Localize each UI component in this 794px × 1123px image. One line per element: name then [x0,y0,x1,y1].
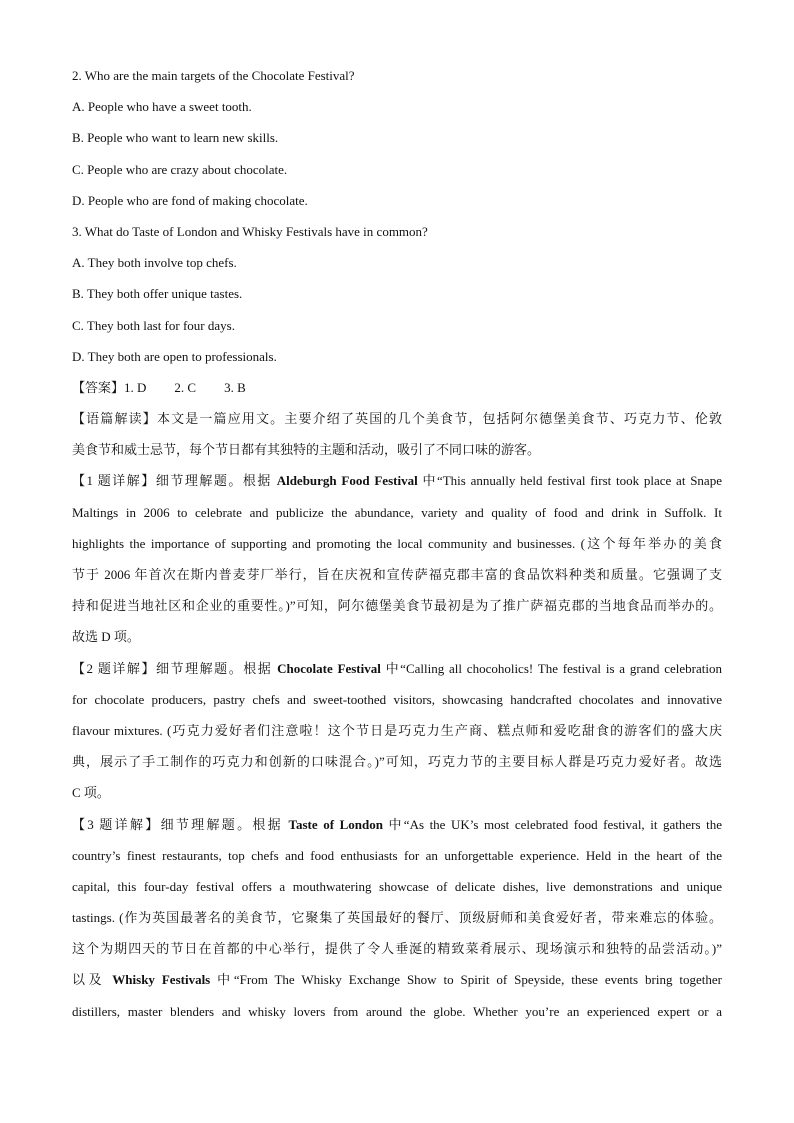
detail-3-line-1: country’s finest restaurants, top chefs and food enthusiasts for an unforgettable experience. Held in the heart of the [72,847,722,863]
option-3b: B. They both offer unique tastes. [72,286,243,302]
detail-3-whisky-quote: 中“From The Whisky Exchange Show to Spirit of Speyside, these events bring together [210,972,722,988]
detail-1-line-1: Maltings in 2006 to celebrate and publicize the abundance, variety and quality of food and drink in Suffolk. It [72,504,722,520]
document-page [72,60,722,1027]
answer-label: 【答案】 [72,379,125,395]
detail-1-keyword: Aldeburgh Food Festival [276,473,418,489]
option-3a: A. They both involve top chefs. [72,255,237,271]
detail-1-label: 【1 题详解】 [72,473,156,489]
overview-text-1: 本文是一篇应用文。主要介绍了英国的几个美食节，包括阿尔德堡美食节、巧克力节、伦敦 [156,411,722,427]
detail-3-label: 【3 题详解】 [72,816,161,832]
detail-2-heading [72,653,722,684]
option-2a: A. People who have a sweet tooth. [72,99,252,115]
detail-2-label: 【2 题详解】 [72,660,156,676]
option-2d: D. People who are fond of making chocolate. [72,192,308,208]
detail-1-line-5: 故选 D 项。 [72,629,140,645]
overview-label: 【语篇解读】 [72,411,157,427]
option-3c: C. They both last for four days. [72,317,235,333]
detail-3-whisky-line [72,964,722,995]
overview-line-2: 美食节和威士忌节，每个节日都有其独特的主题和活动，吸引了不同口味的游客。 [72,442,541,458]
detail-2-line-4: C 项。 [72,785,110,801]
detail-2-line-3: 典，展示了手工制作的巧克力和创新的口味混合。)”可知，巧克力节的主要目标人群是巧克力爱好者。故选 [72,754,722,770]
detail-1-line-4: 持和促进当地社区和企业的重要性。)”可知，阿尔德堡美食节最初是为了推广萨福克郡的当地食品而举办的。 [72,598,722,614]
detail-3-line-3: tastings. (作为英国最著名的美食节，它聚集了英国最好的餐厅、顶级厨师和美食爱好者，带来难忘的体验。 [72,910,722,926]
detail-2-intro: 细节理解题。根据 [156,660,278,676]
detail-3-keyword: Taste of London [288,816,383,832]
detail-3-line-4: 这个为期四天的节日在首都的中心举行，提供了令人垂涎的精致菜肴展示、现场演示和独特的品尝活动。)” [72,941,722,957]
question-2: 2. Who are the main targets of the Chocolate Festival? [72,68,355,83]
detail-3-heading [72,809,722,840]
detail-1-line-2: highlights the importance of supporting and promoting the local community and businesses. (这个每年举办的美食 [72,535,722,551]
detail-3-whisky-keyword: Whisky Festivals [112,972,211,988]
detail-3-whisky-intro: 以及 [72,972,113,988]
answer-1: 1. D [124,379,147,395]
detail-3-intro: 细节理解题。根据 [160,816,289,832]
answer-line [72,372,722,403]
detail-2-quote-start: 中“Calling all chocoholics! The festival is a grand celebration [380,660,722,676]
detail-2-line-2: flavour mixtures. (巧克力爱好者们注意啦！这个节日是巧克力生产商、糕点师和爱吃甜食的游客们的盛大庆 [72,722,722,738]
detail-1-heading [72,465,722,496]
detail-1-intro: 细节理解题。根据 [155,473,277,489]
detail-2-line-1: for chocolate producers, pastry chefs and sweet-toothed visitors, showcasing handcrafted chocolates and innovative [72,691,722,707]
detail-1-quote-start: 中“This annually held festival first took place at Snape [417,473,722,489]
question-3: 3. What do Taste of London and Whisky Festivals have in common? [72,223,428,239]
detail-2-keyword: Chocolate Festival [277,660,381,676]
detail-3-line-2: capital, this four-day festival offers a mouthwatering showcase of delicate dishes, live demonstrations and unique [72,878,722,894]
detail-3-last-line: distillers, master blenders and whisky lovers from around the globe. Whether you’re an experienced expert or a [72,1003,722,1019]
overview-line-1 [72,403,722,434]
detail-1-line-3: 节于 2006 年首次在斯内普麦芽厂举行，旨在庆祝和宣传萨福克郡丰富的食品饮料种类和质量。它强调了支 [72,567,722,582]
option-2c: C. People who are crazy about chocolate. [72,161,288,177]
answer-2: 2. C [174,379,197,395]
option-2b: B. People who want to learn new skills. [72,130,279,146]
answer-3: 3. B [224,379,246,395]
option-3d: D. They both are open to professionals. [72,348,277,364]
detail-3-quote-start: 中“As the UK’s most celebrated food festival, it gathers the [382,816,722,832]
